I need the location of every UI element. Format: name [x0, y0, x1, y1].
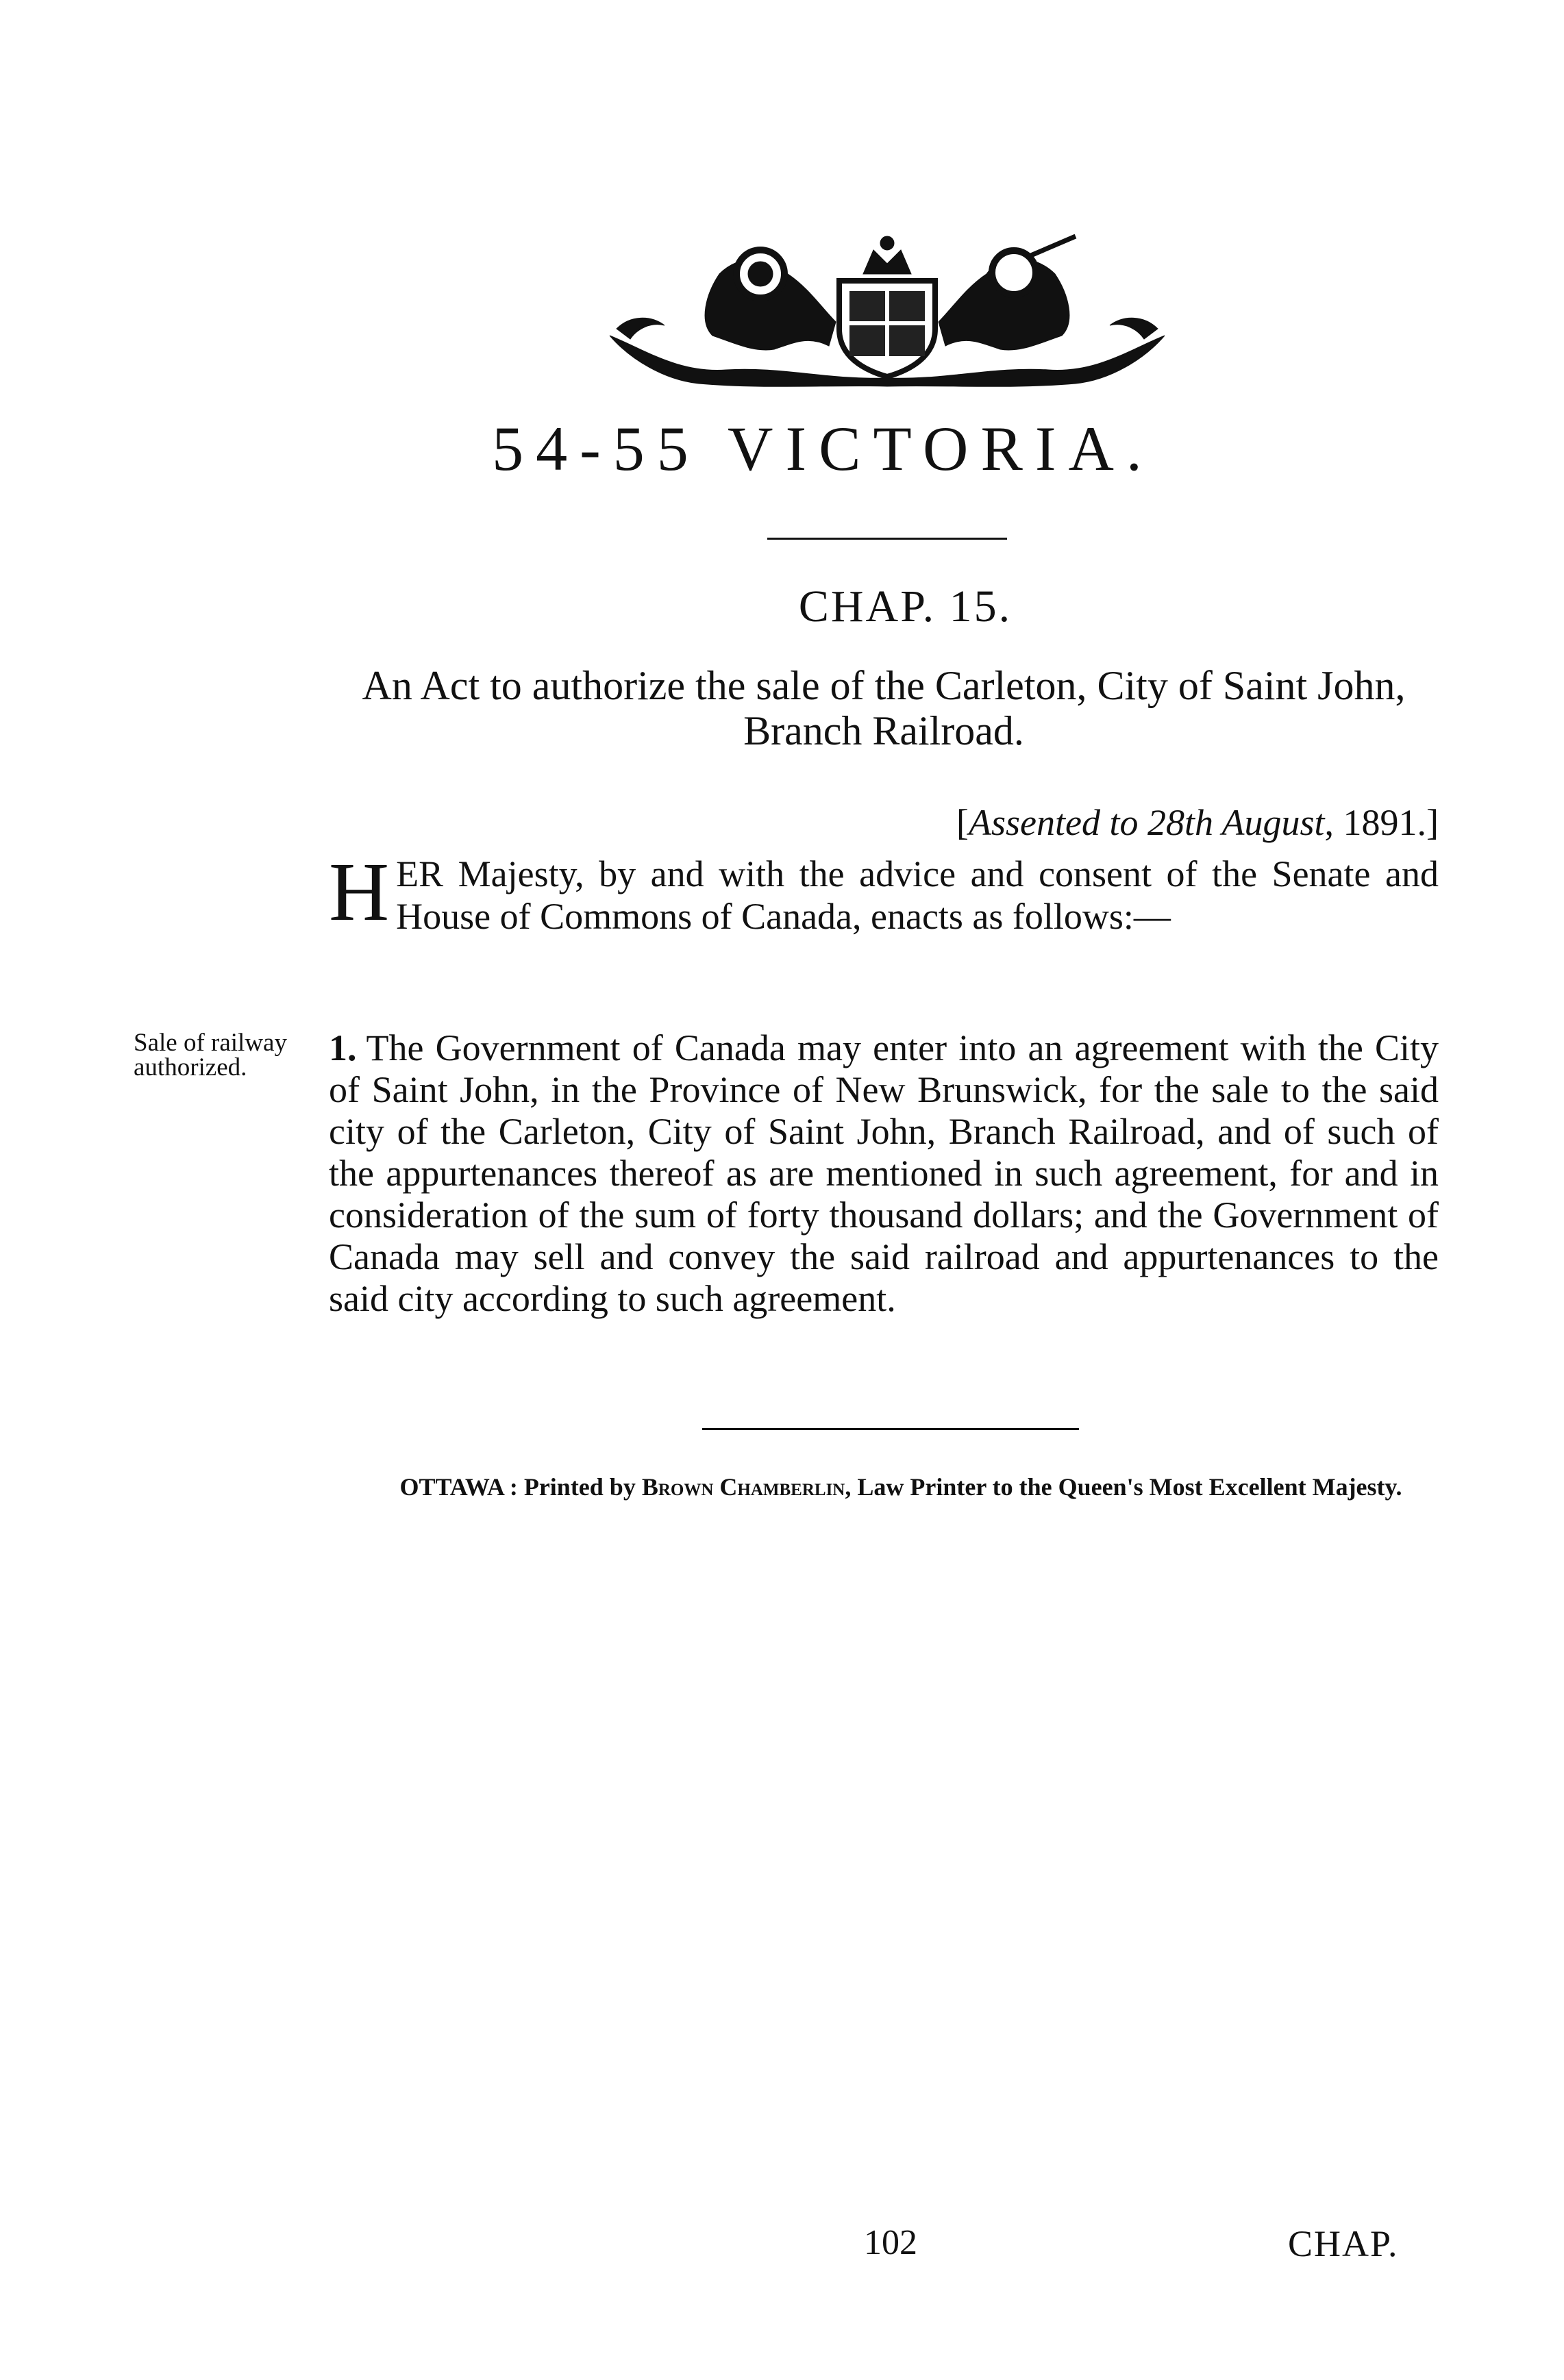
- imprint-suffix: , Law Printer to the Queen's Most Excellent Majesty.: [845, 1473, 1402, 1501]
- heading-divider: [767, 538, 1007, 540]
- act-title: An Act to authorize the sale of the Carleton, City of Saint John, Branch Railroad.: [362, 663, 1406, 753]
- imprint-divider: [702, 1428, 1079, 1430]
- assent-year: , 1891.]: [1324, 802, 1439, 843]
- section-1: [329, 1027, 1439, 1320]
- section-number: 1.: [329, 1027, 357, 1068]
- assent-text: Assented to 28th August: [969, 802, 1325, 843]
- royal-coat-of-arms: [603, 233, 1171, 390]
- chapter-number: CHAP. 15.: [798, 581, 1013, 631]
- page-number: 102: [864, 2223, 917, 2262]
- section-text: The Government of Canada may enter into an agreement with the City of Saint John, in the Province of New Brunswick, for the sale to the said city of the Carleton, City of Saint John, Branch Railroad, and of such of the appurtenances thereof as are mentioned in such agreement, for and in consideration of the sum of forty thousand dollars; and the Government of Canada may sell and convey the said railroad and appurtenances to the said city according to such agreement.: [329, 1027, 1439, 1319]
- imprint-printer: Brown Chamberlin: [641, 1473, 845, 1501]
- drop-cap: H: [329, 846, 390, 938]
- imprint-prefix: OTTAWA : Printed by: [399, 1473, 642, 1501]
- enacting-clause-text: ER Majesty, by and with the advice and consent of the Senate and House of Commons of Canada, enacts as follows:—: [396, 853, 1439, 937]
- assent-date: [802, 801, 1439, 844]
- marginal-note: Sale of railway authorized.: [134, 1029, 287, 1081]
- catchword: CHAP.: [1288, 2223, 1399, 2264]
- printer-imprint: [356, 1473, 1445, 1501]
- enacting-clause: [329, 846, 1439, 938]
- assent-bracket-open: [: [956, 802, 969, 843]
- regnal-year-heading: 54-55 VICTORIA.: [492, 414, 1154, 484]
